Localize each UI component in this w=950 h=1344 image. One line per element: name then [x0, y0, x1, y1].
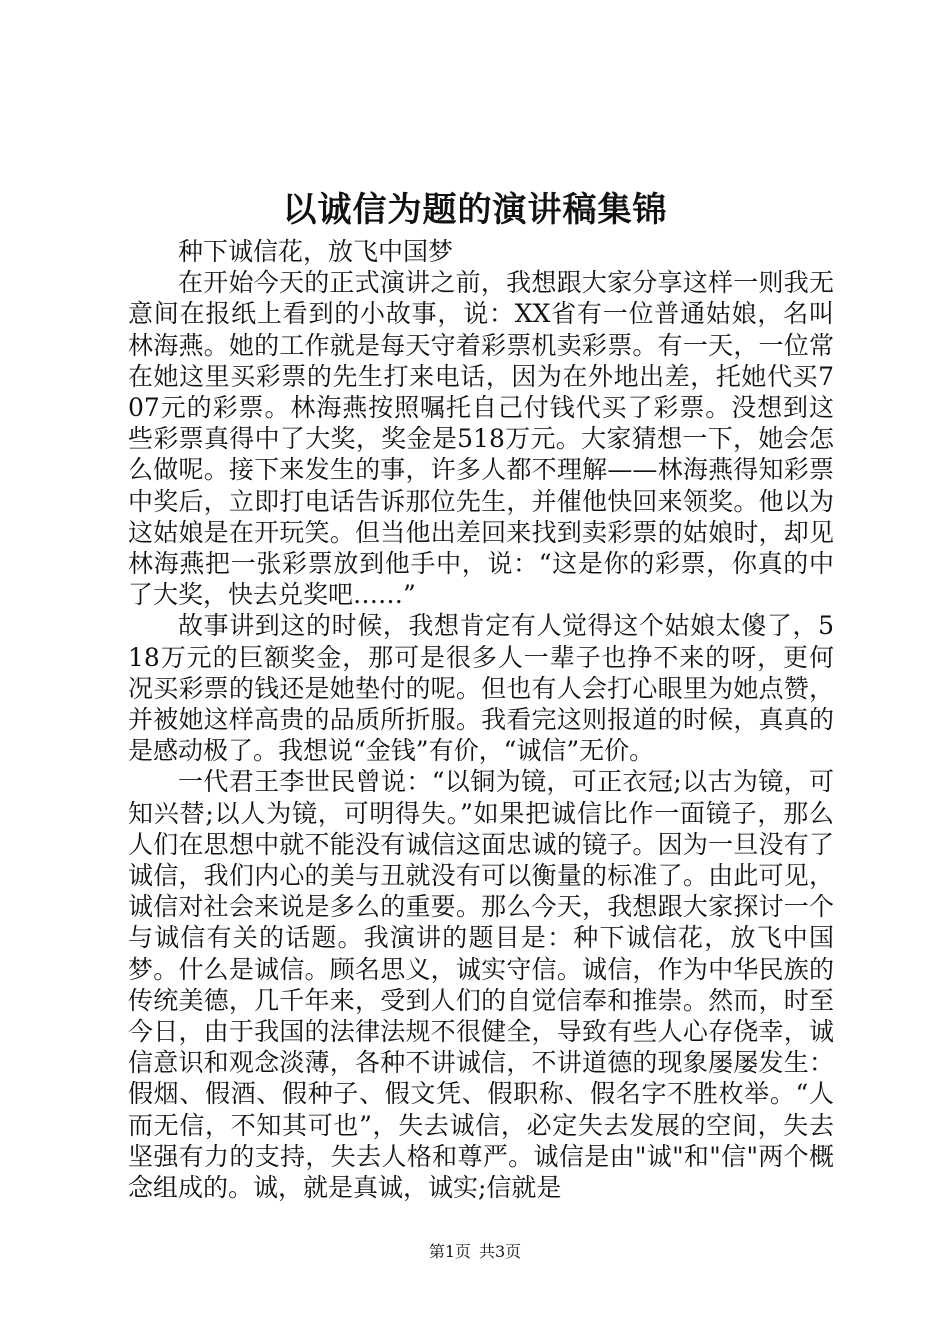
document-title: 以诚信为题的演讲稿集锦 — [282, 190, 668, 230]
page-footer — [0, 1240, 950, 1264]
page-total: 共3页 — [479, 1242, 522, 1261]
subtitle-paragraph: 种下诚信花，放飞中国梦 — [178, 237, 454, 266]
body-paragraph: 在开始今天的正式演讲之前，我想跟大家分享这样一则我无意间在报纸上看到的小故事，说：XX省有一位普通姑娘，名叫林海燕。她的工作就是每天守着彩票机卖彩票。有一天，一位常在她这里买彩票的先生打来电话，因为在外地出差，托她代买707元的彩票。林海燕按照嘱托自己付钱代买了彩票。没想到这些彩票真得中了大奖，奖金是518万元。大家猜想一下，她会怎么做呢。接下来发生的事，许多人都不理解——林海燕得知彩票中奖后，立即打电话告诉那位先生，并催他快回来领奖。他以为这姑娘是在开玩笑。但当他出差回来找到卖彩票的姑娘时，却见林海燕把一张彩票放到他手中，说：“这是你的彩票，你真的中了大奖，快去兑奖吧……” — [128, 268, 834, 610]
page-number: 第1页 — [428, 1242, 471, 1261]
body-paragraph: 故事讲到这的时候，我想肯定有人觉得这个姑娘太傻了，518万元的巨额奖金，那可是很多人一辈子也挣不来的呀，更何况买彩票的钱还是她垫付的呢。但也有人会打心眼里为她点赞，并被她这样高贵的品质所折服。我看完这则报道的时候，真真的是感动极了。我想说“金钱”有价，“诚信”无价。 — [128, 611, 834, 766]
document-body — [128, 236, 834, 1203]
body-paragraph: 一代君王李世民曾说：“以铜为镜，可正衣冠;以古为镜，可知兴替;以人为镜，可明得失。”如果把诚信比作一面镜子，那么人们在思想中就不能没有诚信这面忠诚的镜子。因为一旦没有了诚信，我们内心的美与丑就没有可以衡量的标准了。由此可见，诚信对社会来说是多么的重要。那么今天，我想跟大家探讨一个与诚信有关的话题。我演讲的题目是：种下诚信花，放飞中国梦。什么是诚信。顾名思义，诚实守信。诚信，作为中华民族的传统美德，几千年来，受到人们的自觉信奉和推崇。然而，时至今日，由于我国的法律法规不很健全，导致有些人心存侥幸，诚信意识和观念淡薄，各种不讲诚信，不讲道德的现象屡屡发生：假烟、假酒、假种子、假文凭、假职称、假名字不胜枚举。“人而无信，不知其可也”，失去诚信，必定失去发展的空间，失去坚强有力的支持，失去人格和尊严。诚信是由"诚"和"信"两个概念组成的。诚，就是真诚，诚实;信就是 — [128, 767, 834, 1203]
